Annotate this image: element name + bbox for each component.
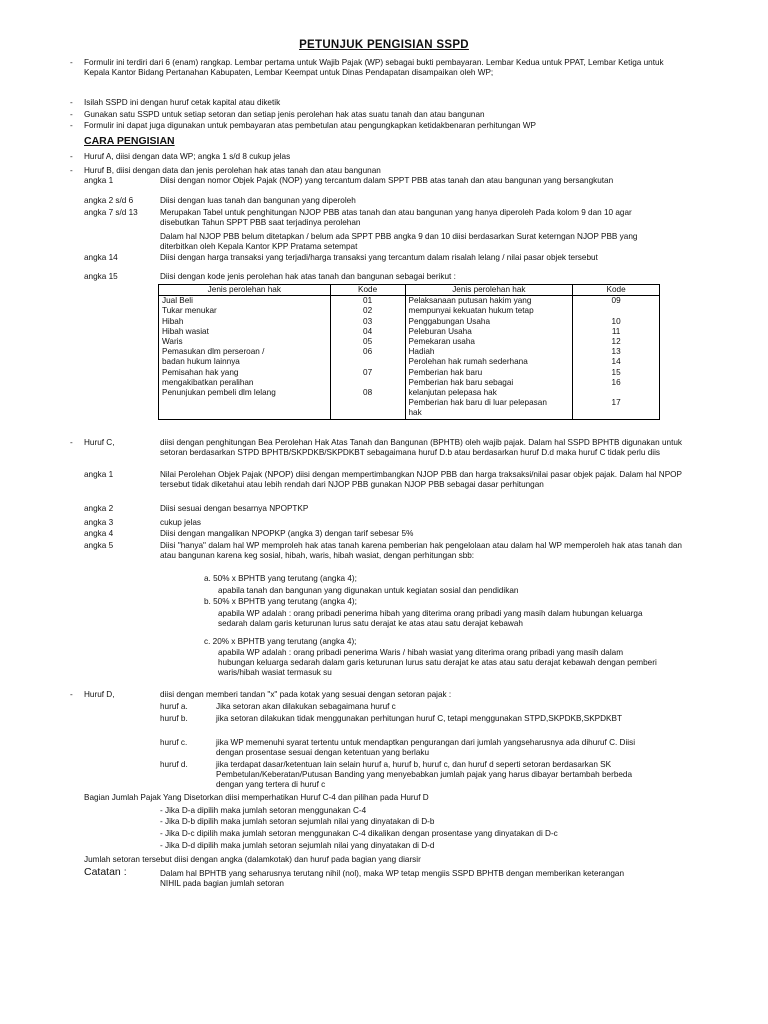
table-cell: 09 xyxy=(573,296,660,307)
table-header: Kode xyxy=(330,285,405,296)
table-cell xyxy=(330,357,405,367)
huruf-a-text: Huruf A, diisi dengan data WP; angka 1 s/d 8 cukup jelas xyxy=(84,152,291,161)
bagian-item: - Jika D-a dipilih maka jumlah setoran menggunakan C-4 xyxy=(160,806,367,815)
table-cell: 04 xyxy=(330,327,405,337)
c-item-text: cukup jelas xyxy=(160,518,201,527)
table-cell: Pemasukan dlm perseroan / xyxy=(159,347,331,357)
table-cell xyxy=(159,408,331,419)
table-cell xyxy=(330,398,405,408)
c5-option-text: apabila WP adalah : orang pribadi penerima hibah yang diterima orang pribadi yang masih dalam hubungan keluarga sedarah dalam garis keturunan lurus satu derajat ke atas atau satu derajat kebawah xyxy=(218,609,643,628)
table-cell: 01 xyxy=(330,296,405,307)
table-cell xyxy=(330,408,405,419)
intro-item: Gunakan satu SSPD untuk setiap setoran dan setiap jenis perolehan hak atas suatu tanah dan atau bangunan xyxy=(84,110,485,119)
b-item-label: angka 7 s/d 13 xyxy=(84,208,138,217)
intro-item: Formulir ini terdiri dari 6 (enam) rangkap. Lembar pertama untuk Wajib Pajak (WP) sebagai bukti pembayaran. Lembar Kedua untuk PPAT, Lembar Ketiga untuk Kepala Kantor Bidang Pertanahan Kabupaten, Lembar Keempat untuk Dinas Pendapatan disampaikan oleh WP; xyxy=(84,58,664,77)
c-item-text: Diisi "hanya" dalam hal WP memproleh hak atas tanah karena pemberian hak pengelolaan atau dalam hal WP memperoleh hak atas tanah dan atau bangunan karena keg sosial, hibah, waris, hibah wasiat, dengan perhitungan sbb: xyxy=(160,541,682,560)
huruf-d-text: diisi dengan memberi tandan "x" pada kotak yang sesuai dengan setoran pajak : xyxy=(160,690,452,699)
c5-option-text: apabila tanah dan bangunan yang digunakan untuk kegiatan sosial dan pendidikan xyxy=(218,586,519,595)
bullet-dash: - xyxy=(70,58,73,67)
table-cell: Waris xyxy=(159,337,331,347)
intro-item: Isilah SSPD ini dengan huruf cetak kapital atau diketik xyxy=(84,98,281,107)
c-item-label: angka 2 xyxy=(84,504,114,513)
bullet-dash: - xyxy=(70,110,73,119)
bagian-item: - Jika D-d dipilih maka jumlah setoran sejumlah nilai yang dinyatakan di D-d xyxy=(160,841,435,850)
table-cell: 02 xyxy=(330,306,405,316)
d-item-label: huruf d. xyxy=(160,760,188,769)
table-row xyxy=(159,306,660,316)
catatan-text: Dalam hal BPHTB yang seharusnya terutang nihil (nol), maka WP tetap mengiis SSPD BPHTB dengan memberikan keterangan NIHIL pada bagian jumlah setoran xyxy=(160,869,625,888)
bullet-dash: - xyxy=(70,690,73,699)
table-cell: 06 xyxy=(330,347,405,357)
table-cell: 05 xyxy=(330,337,405,347)
catatan-label: Catatan : xyxy=(84,866,127,878)
table-cell: Pemberian hak baru di luar pelepasan xyxy=(405,398,573,408)
table-cell: 10 xyxy=(573,317,660,327)
b-item-text: Merupakan Tabel untuk penghitungan NJOP PBB atas tanah dan atau bangunan yang hanya diperoleh Pada kolom 9 dan 10 agar disebutkan Tahun SPPT PBB saat terjadinya perolehan xyxy=(160,208,632,227)
table-cell xyxy=(330,378,405,388)
table-cell: 07 xyxy=(330,368,405,378)
table-row xyxy=(159,408,660,419)
b-item-label: angka 14 xyxy=(84,253,118,262)
table-cell: Pemberian hak baru xyxy=(405,368,573,378)
table-cell: Hadiah xyxy=(405,347,573,357)
b-item-text: Dalam hal NJOP PBB belum ditetapkan / belum ada SPPT PBB angka 9 dan 10 diisi berdasarkan Surat keterngan NJOP PBB yang diterbitkan oleh Kepala Kantor KPP Pratama setempat xyxy=(160,232,638,251)
table-cell: 14 xyxy=(573,357,660,367)
table-cell: 16 xyxy=(573,378,660,388)
huruf-c-label: Huruf C, xyxy=(84,438,115,447)
b-item-text: Diisi dengan nomor Objek Pajak (NOP) yang tercantum dalam SPPT PBB atas tanah dan atau bangunan yang bersangkutan xyxy=(160,176,614,185)
table-cell: Pemekaran usaha xyxy=(405,337,573,347)
table-row xyxy=(159,347,660,357)
section-heading: CARA PENGISIAN xyxy=(84,135,175,147)
table-row xyxy=(159,337,660,347)
table-cell: badan hukum lainnya xyxy=(159,357,331,367)
c-item-label: angka 4 xyxy=(84,529,114,538)
bullet-dash: - xyxy=(70,98,73,107)
d-item-text: Jika setoran akan dilakukan sebagaimana huruf c xyxy=(216,702,396,711)
c-item-label: angka 3 xyxy=(84,518,114,527)
bullet-dash: - xyxy=(70,152,73,161)
table-cell: Perolehan hak rumah sederhana xyxy=(405,357,573,367)
table-cell: Pelaksanaan putusan hakim yang xyxy=(405,296,573,307)
c-item-text: Diisi sesuai dengan besarnya NPOPTKP xyxy=(160,504,309,513)
c-item-text: Diisi dengan mangalikan NPOPKP (angka 3) dengan tarif sebesar 5% xyxy=(160,529,414,538)
c5-option-text: apabila WP adalah : orang pribadi penerima Waris / hibah wasiat yang diterima orang pribadi yang masih dalam hubungan keluarga sedarah dalam garis keturunan lurus satu derajat ke atas atau satu derajat kebawah dengan pemberi waris/hibah wasiat termasuk su xyxy=(218,648,657,677)
table-row xyxy=(159,368,660,378)
table-header-row xyxy=(159,285,660,296)
table-row xyxy=(159,357,660,367)
table-cell: 17 xyxy=(573,398,660,408)
table-cell xyxy=(573,388,660,398)
table-header: Kode xyxy=(573,285,660,296)
table-cell: 11 xyxy=(573,327,660,337)
table-cell xyxy=(573,408,660,419)
table-cell: Peleburan Usaha xyxy=(405,327,573,337)
table-cell: mempunyai kekuatan hukum tetap xyxy=(405,306,573,316)
b-item-label: angka 15 xyxy=(84,272,118,281)
bullet-dash: - xyxy=(70,121,73,130)
c5-option-head: b. 50% x BPHTB yang terutang (angka 4); xyxy=(204,597,357,606)
b-item-text: Diisi dengan kode jenis perolehan hak atas tanah dan bangunan sebagai berikut : xyxy=(160,272,456,281)
c-item-text: Nilai Perolehan Objek Pajak (NPOP) diisi dengan mempertimbangkan NJOP PBB dan harga traksaksi/nilai pasar objek pajak. Dalam hal NPOP tersebut tidak diketahui atau lebih rendah dari NJOP PBB gunakan NJOP PBB sebagai dasar perhitungan xyxy=(160,470,682,489)
table-header: Jenis perolehan hak xyxy=(159,285,331,296)
intro-item: Formulir ini dapat juga digunakan untuk pembayaran atas pembetulan atau pengungkapkan ketidakbenaran perhitungan WP xyxy=(84,121,536,130)
table-cell: 13 xyxy=(573,347,660,357)
c-item-label: angka 1 xyxy=(84,470,114,479)
b-item-text: Diisi dengan luas tanah dan bangunan yang diperoleh xyxy=(160,196,356,205)
table-cell: Pemberian hak baru sebagai xyxy=(405,378,573,388)
jumlah-text: Jumlah setoran tersebut diisi dengan angka (dalamkotak) dan huruf pada bagian yang diarsir xyxy=(84,855,421,864)
c5-option-head: a. 50% x BPHTB yang terutang (angka 4); xyxy=(204,574,357,583)
d-item-label: huruf a. xyxy=(160,702,188,711)
d-item-text: jika setoran dilakukan tidak menggunakan perhitungan huruf C, tetapi menggunakan STPD,SKPDKB,SKPDKBT xyxy=(216,714,622,723)
bagian-text: Bagian Jumlah Pajak Yang Disetorkan diisi memperhatikan Huruf C-4 dan pilihan pada Huruf D xyxy=(84,793,429,802)
b-item-label: angka 2 s/d 6 xyxy=(84,196,134,205)
table-cell: 03 xyxy=(330,317,405,327)
table-cell: mengakibatkan peralihan xyxy=(159,378,331,388)
huruf-c-text: diisi dengan penghitungan Bea Perolehan Hak Atas Tanah dan Bangunan (BPHTB) oleh wajib pajak. Dalam hal SSPD BPHTB digunakan untuk setoran berdasarkan STPD BPHTB/SKPDKB/SKPDKBT sebagaimana huruf D.b atau berdasarkan huruf D.d maka huruf C tidak perlu diis xyxy=(160,438,682,457)
bagian-item: - Jika D-c dipilih maka jumlah setoran menggunakan C-4 dikalikan dengan prosentase yang dinyatakan di D-c xyxy=(160,829,558,838)
perolehan-code-table xyxy=(158,284,660,420)
table-cell: hak xyxy=(405,408,573,419)
d-item-text: jika WP memenuhi syarat tertentu untuk mendaptkan pengurangan dari jumlah yangseharusnya ada dihuruf C. Diisi dengan prosentase sesuai dengan ketentuan yang berlaku xyxy=(216,738,636,757)
bullet-dash: - xyxy=(70,166,73,175)
bagian-item: - Jika D-b dipilih maka jumlah setoran sejumlah nilai yang dinyatakan di D-b xyxy=(160,817,435,826)
table-header: Jenis perolehan hak xyxy=(405,285,573,296)
table-cell xyxy=(573,306,660,316)
table-cell: Penunjukan pembeli dlm lelang xyxy=(159,388,331,398)
huruf-b-text: Huruf B, diisi dengan data dan jenis perolehan hak atas tanah dan atau bangunan xyxy=(84,166,381,175)
table-row xyxy=(159,398,660,408)
page-title: PETUNJUK PENGISIAN SSPD xyxy=(299,39,469,51)
bullet-dash: - xyxy=(70,438,73,447)
table-row xyxy=(159,296,660,307)
table-row xyxy=(159,327,660,337)
c5-option-head: c. 20% x BPHTB yang terutang (angka 4); xyxy=(204,637,357,646)
b-item-label: angka 1 xyxy=(84,176,114,185)
b-item-text: Diisi dengan harga transaksi yang terjadi/harga transaksi yang tercantum dalam risalah lelang / nilai pasar objek tersebut xyxy=(160,253,598,262)
table-cell: Hibah wasiat xyxy=(159,327,331,337)
d-item-label: huruf c. xyxy=(160,738,188,747)
d-item-label: huruf b. xyxy=(160,714,188,723)
table-cell: 15 xyxy=(573,368,660,378)
d-item-text: jika terdapat dasar/ketentuan lain selain huruf a, huruf b, huruf c, dan huruf d seperti setoran berdasarkan SK Pembetulan/Keberatan/Putusan Banding yang menyebabkan jumlah pajak yang harus dibayar bertambah berbeda dengan yang tertera di huruf c xyxy=(216,760,633,789)
table-row xyxy=(159,317,660,327)
table-row xyxy=(159,378,660,388)
table-cell: Hibah xyxy=(159,317,331,327)
huruf-d-label: Huruf D, xyxy=(84,690,115,699)
table-cell: kelanjutan pelepasa hak xyxy=(405,388,573,398)
c-item-label: angka 5 xyxy=(84,541,114,550)
table-cell xyxy=(159,398,331,408)
table-cell: 08 xyxy=(330,388,405,398)
table-cell: Jual Beli xyxy=(159,296,331,307)
table-cell: Penggabungan Usaha xyxy=(405,317,573,327)
table-cell: Pemisahan hak yang xyxy=(159,368,331,378)
table-cell: 12 xyxy=(573,337,660,347)
table-cell: Tukar menukar xyxy=(159,306,331,316)
table-row xyxy=(159,388,660,398)
